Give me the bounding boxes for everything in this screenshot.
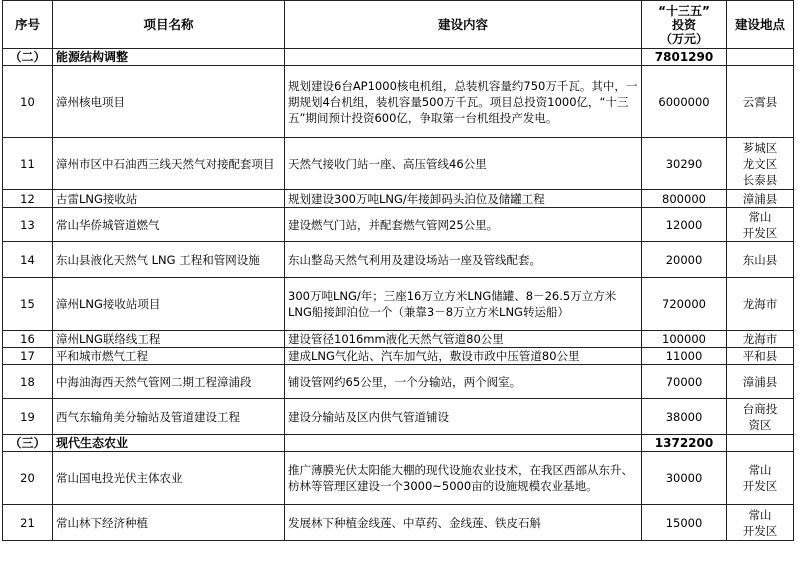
section-seq: （二） (3, 49, 53, 66)
table-row (3, 505, 794, 541)
row-name: 漳州LNG接收站项目 (53, 278, 285, 331)
row-name: 常山国电投光伏主体农业 (53, 452, 285, 505)
table-row (3, 138, 794, 190)
row-location: 东山县 (727, 242, 794, 278)
row-seq: 14 (3, 242, 53, 278)
row-invest: 720000 (642, 278, 727, 331)
row-seq: 16 (3, 331, 53, 348)
row-content: 建成LNG气化站、汽车加气站，敷设市政中压管道80公里 (285, 348, 642, 365)
section-invest: 7801290 (642, 49, 727, 66)
row-name: 中海油海西天然气管网二期工程漳浦段 (53, 365, 285, 399)
row-name: 漳州市区中石油西三线天然气对接配套项目 (53, 138, 285, 190)
row-seq: 18 (3, 365, 53, 399)
project-table (2, 0, 794, 541)
section-row (3, 49, 794, 66)
row-seq: 11 (3, 138, 53, 190)
table-row (3, 331, 794, 348)
row-name: 常山华侨城管道燃气 (53, 208, 285, 242)
row-content: 300万吨LNG/年；三座16万立方米LNG储罐、8－26.5万立方米LNG船接卸泊位一个（兼靠3－8万立方米LNG转运船） (285, 278, 642, 331)
row-content: 东山整岛天然气利用及建设场站一座及管线配套。 (285, 242, 642, 278)
row-location: 龙海市 (727, 331, 794, 348)
table-row (3, 399, 794, 435)
table-row (3, 242, 794, 278)
row-invest: 100000 (642, 331, 727, 348)
header-name: 项目名称 (53, 1, 285, 49)
row-seq: 21 (3, 505, 53, 541)
row-invest: 15000 (642, 505, 727, 541)
section-seq: （三） (3, 435, 53, 452)
row-name: 东山县液化天然气 LNG 工程和管网设施 (53, 242, 285, 278)
row-seq: 15 (3, 278, 53, 331)
table-row (3, 66, 794, 138)
row-content: 铺设管网约65公里，一个分输站，两个阀室。 (285, 365, 642, 399)
section-name: 现代生态农业 (53, 435, 285, 452)
table-row (3, 208, 794, 242)
row-content: 规划建设300万吨LNG/年接卸码头泊位及储罐工程 (285, 190, 642, 208)
row-name: 常山林下经济种植 (53, 505, 285, 541)
row-content: 建设分输站及区内供气管道铺设 (285, 399, 642, 435)
header-location: 建设地点 (727, 1, 794, 49)
row-seq: 20 (3, 452, 53, 505)
row-name: 漳州LNG联络线工程 (53, 331, 285, 348)
table-row (3, 348, 794, 365)
row-content: 规划建设6台AP1000核电机组，总装机容量约750万千瓦。其中，一期规划4台机组，装机容量500万千瓦。项目总投资1000亿，“十三五”期间预计投资600亿，争取第一台机组投产发电。 (285, 66, 642, 138)
row-invest: 30000 (642, 452, 727, 505)
table-row (3, 452, 794, 505)
row-name: 漳州核电项目 (53, 66, 285, 138)
row-location: 芗城区 龙文区 长泰县 (727, 138, 794, 190)
section-name: 能源结构调整 (53, 49, 285, 66)
row-location: 常山 开发区 (727, 505, 794, 541)
row-invest: 70000 (642, 365, 727, 399)
row-invest: 6000000 (642, 66, 727, 138)
row-invest: 800000 (642, 190, 727, 208)
table-row (3, 190, 794, 208)
row-seq: 12 (3, 190, 53, 208)
section-location (727, 49, 794, 66)
row-name: 平和城市燃气工程 (53, 348, 285, 365)
table-row (3, 278, 794, 331)
row-location: 常山 开发区 (727, 208, 794, 242)
row-location: 平和县 (727, 348, 794, 365)
row-invest: 11000 (642, 348, 727, 365)
row-content: 推广薄膜光伏太阳能大棚的现代设施农业技术，在我区西部从东升、枋林等管理区建设一个3000~5000亩的设施规模农业基地。 (285, 452, 642, 505)
header-row (3, 1, 794, 49)
section-location (727, 435, 794, 452)
row-seq: 13 (3, 208, 53, 242)
row-location: 漳浦县 (727, 190, 794, 208)
row-name: 古雷LNG接收站 (53, 190, 285, 208)
row-location: 台商投 资区 (727, 399, 794, 435)
row-invest: 20000 (642, 242, 727, 278)
section-row (3, 435, 794, 452)
row-content: 建设燃气门站，并配套燃气管网25公里。 (285, 208, 642, 242)
header-seq: 序号 (3, 1, 53, 49)
table-row (3, 365, 794, 399)
row-content: 天然气接收门站一座、高压管线46公里 (285, 138, 642, 190)
header-content: 建设内容 (285, 1, 642, 49)
row-invest: 30290 (642, 138, 727, 190)
row-seq: 19 (3, 399, 53, 435)
row-seq: 10 (3, 66, 53, 138)
section-invest: 1372200 (642, 435, 727, 452)
row-invest: 38000 (642, 399, 727, 435)
row-location: 常山 开发区 (727, 452, 794, 505)
row-invest: 12000 (642, 208, 727, 242)
section-content (285, 49, 642, 66)
row-location: 漳浦县 (727, 365, 794, 399)
header-invest: “十三五” 投资 （万元） (642, 1, 727, 49)
row-content: 发展林下种植金线莲、中草药、金线莲、铁皮石斛 (285, 505, 642, 541)
row-seq: 17 (3, 348, 53, 365)
row-content: 建设管径1016mm液化天然气管道80公里 (285, 331, 642, 348)
row-location: 云霄县 (727, 66, 794, 138)
row-name: 西气东输角美分输站及管道建设工程 (53, 399, 285, 435)
row-location: 龙海市 (727, 278, 794, 331)
section-content (285, 435, 642, 452)
